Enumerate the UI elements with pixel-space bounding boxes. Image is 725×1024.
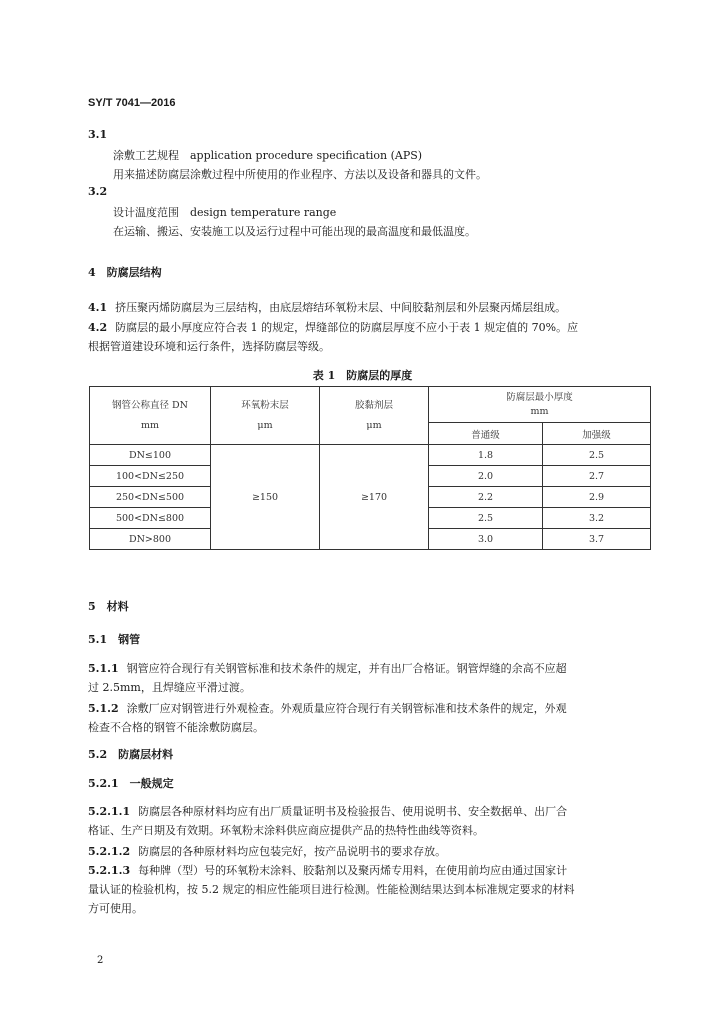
clause-4-1-text: 挤压聚丙烯防腐层为三层结构，由底层熔结环氧粉末层、中间胶黏剂层和外层聚丙烯层组成。 (115, 301, 567, 314)
clause-5-2-1-1 (88, 803, 567, 819)
clause-5-2-1-2-text: 防腐层的各种原材料均应包装完好，按产品说明书的要求存放。 (138, 845, 447, 858)
header-min-thickness: 防腐层最小厚度 mm (429, 387, 651, 423)
section-4-title: 4 防腐层结构 (88, 266, 162, 279)
clause-5-1-2 (88, 700, 567, 716)
clause-5-1-1 (88, 660, 567, 676)
clause-5-2-1-3-text-line2: 量认证的检验机构，按 5.2 规定的相应性能项目进行检测。性能检测结果达到本标准规定要求的材料 (88, 883, 575, 896)
header-reinforced-grade: 加强级 (543, 423, 651, 445)
table-caption: 表 1 防腐层的厚度 (312, 369, 413, 382)
clause-5-2-1-3-text-line3: 方可使用。 (88, 902, 143, 915)
section-5-title: 5 材料 (88, 600, 129, 613)
header-epoxy: 环氧粉末层 μm (211, 387, 320, 445)
clause-3-1-term: 涂敷工艺规程 application procedure specification (APS) (113, 149, 423, 162)
cell-normal: 2.2 (429, 487, 543, 508)
cell-dn: 100<DN≤250 (90, 466, 211, 487)
cell-adhesive: ≥170 (320, 445, 429, 550)
clause-5-2-1-title: 5.2.1 一般规定 (88, 777, 174, 790)
clause-5-2-title: 5.2 防腐层材料 (88, 748, 174, 761)
header-adhesive: 胶黏剂层 μm (320, 387, 429, 445)
clause-5-2-1-1-text-line1: 防腐层各种原材料均应有出厂质量证明书及检验报告、使用说明书、安全数据单、出厂合 (138, 805, 568, 818)
cell-normal: 2.5 (429, 508, 543, 529)
clause-5-2-1-2 (88, 843, 446, 859)
clause-5-2-1-2-number: 5.2.1.2 (88, 845, 131, 858)
clause-3-2-number: 3.2 (88, 185, 108, 198)
clause-5-2-1-3 (88, 862, 567, 878)
cell-reinforced: 3.2 (543, 508, 651, 529)
clause-4-2-text-line2: 根据管道建设环境和运行条件，选择防腐层等级。 (88, 340, 330, 353)
clause-5-2-1-1-text-line2: 格证、生产日期及有效期。环氧粉末涂料供应商应提供产品的热特性曲线等资料。 (88, 824, 484, 837)
cell-dn: DN>800 (90, 529, 211, 550)
clause-5-2-1-3-text-line1: 每种牌（型）号的环氧粉末涂料、胶黏剂以及聚丙烯专用料，在使用前均应由通过国家计 (138, 864, 568, 877)
clause-3-2-term: 设计温度范围 design temperature range (113, 206, 337, 219)
page-number: 2 (97, 955, 104, 966)
clause-5-1-1-text-line2: 过 2.5mm，且焊缝应平滑过渡。 (88, 681, 251, 694)
clause-4-2 (88, 319, 578, 335)
clause-5-1-2-text-line2: 检查不合格的钢管不能涂敷防腐层。 (88, 721, 264, 734)
cell-dn: 500<DN≤800 (90, 508, 211, 529)
clause-5-1-2-number: 5.1.2 (88, 702, 119, 715)
clause-5-2-1-3-number: 5.2.1.3 (88, 864, 131, 877)
clause-3-1-definition: 用来描述防腐层涂敷过程中所使用的作业程序、方法以及设备和器具的文件。 (113, 168, 487, 181)
cell-reinforced: 2.9 (543, 487, 651, 508)
document-header: SY/T 7041—2016 (88, 97, 176, 109)
clause-5-1-1-number: 5.1.1 (88, 662, 119, 675)
header-normal-grade: 普通级 (429, 423, 543, 445)
cell-reinforced: 2.7 (543, 466, 651, 487)
cell-normal: 1.8 (429, 445, 543, 466)
clause-5-1-title: 5.1 钢管 (88, 633, 141, 646)
clause-4-1 (88, 299, 566, 315)
clause-5-1-2-text-line1: 涂敷厂应对钢管进行外观检查。外观质量应符合现行有关钢管标准和技术条件的规定，外观 (126, 702, 567, 715)
clause-4-2-number: 4.2 (88, 321, 108, 334)
cell-dn: 250<DN≤500 (90, 487, 211, 508)
clause-5-1-1-text-line1: 钢管应符合现行有关钢管标准和技术条件的规定，并有出厂合格证。钢管焊缝的余高不应超 (126, 662, 567, 675)
thickness-table (89, 386, 651, 550)
clause-5-2-1-1-number: 5.2.1.1 (88, 805, 131, 818)
header-dn: 钢管公称直径 DN mm (90, 387, 211, 445)
cell-reinforced: 3.7 (543, 529, 651, 550)
cell-dn: DN≤100 (90, 445, 211, 466)
cell-normal: 3.0 (429, 529, 543, 550)
clause-3-2-definition: 在运输、搬运、安装施工以及运行过程中可能出现的最高温度和最低温度。 (113, 225, 476, 238)
cell-reinforced: 2.5 (543, 445, 651, 466)
table-row (90, 445, 651, 466)
clause-3-1-number: 3.1 (88, 128, 108, 141)
cell-normal: 2.0 (429, 466, 543, 487)
clause-4-2-text-line1: 防腐层的最小厚度应符合表 1 的规定，焊缝部位的防腐层厚度不应小于表 1 规定值的 70%。应 (115, 321, 579, 334)
clause-4-1-number: 4.1 (88, 301, 108, 314)
cell-epoxy: ≥150 (211, 445, 320, 550)
